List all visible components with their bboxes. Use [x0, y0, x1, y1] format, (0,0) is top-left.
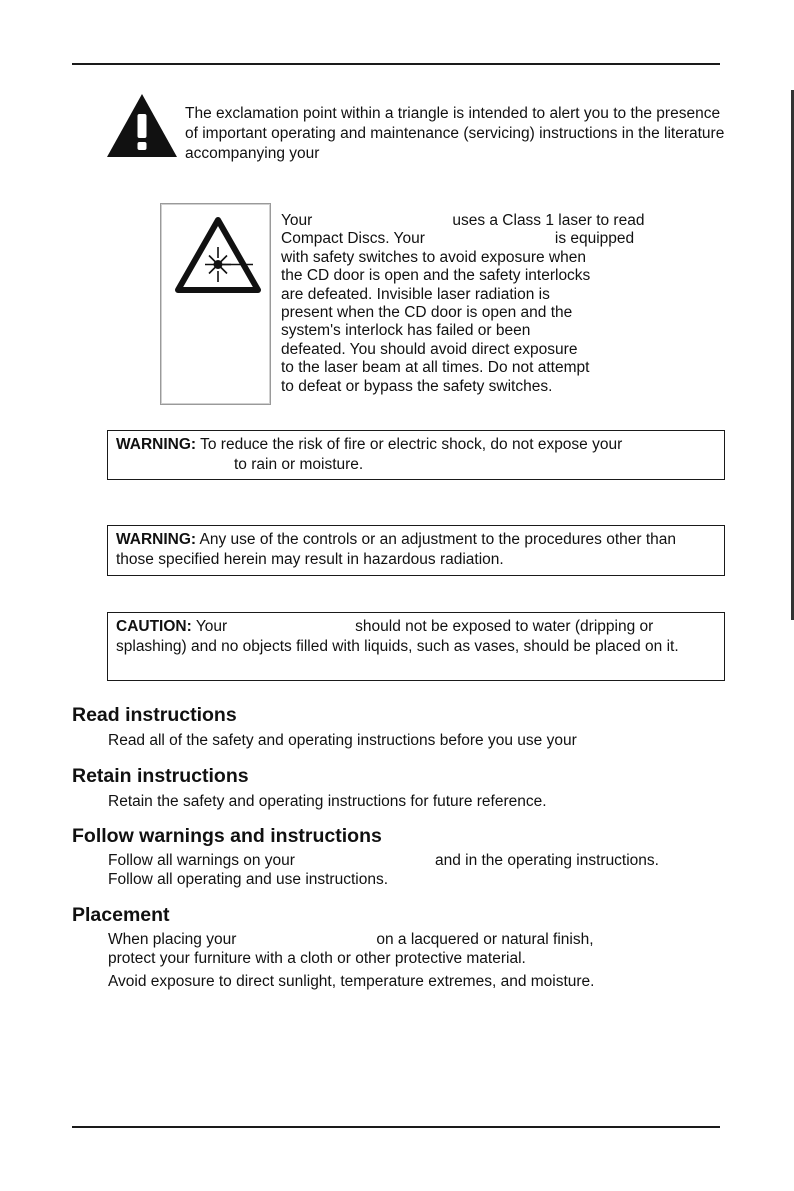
top-rule [72, 63, 720, 65]
heading-retain-instructions: Retain instructions [72, 765, 249, 787]
read-instructions-text: Read all of the safety and operating instructions before you use your [108, 732, 577, 749]
warning-label: WARNING: [116, 531, 197, 548]
caution-box: CAUTION: Your should not be exposed to water (dripping or splashing) and no objects filled with liquids, such as vases, should be placed on it. [107, 612, 725, 681]
warning-box-fire: WARNING: To reduce the risk of fire or electric shock, do not expose your to rain or moisture. [107, 430, 725, 480]
laser-symbol-box [160, 203, 271, 405]
bottom-rule [72, 1126, 720, 1128]
placement-text-1: When placing your on a lacquered or natural finish, protect your furniture with a cloth or other protective material. [108, 931, 594, 967]
warning-label: WARNING: [116, 436, 197, 453]
placement-text-2: Avoid exposure to direct sunlight, temperature extremes, and moisture. [108, 973, 595, 990]
follow-warnings-text: Follow all warnings on your and in the operating instructions. Follow all operating and use instructions. [108, 852, 659, 888]
exclamation-triangle-icon [106, 92, 178, 158]
laser-description: Your uses a Class 1 laser to read Compact Discs. Your is equipped with safety switches to avoid exposure when the CD door is open and the safety interlocks are defeated. Invisible laser radiation is present when the CD door is open and the system's interlock has failed or been defeated. You should avoid direct exposure to the laser beam at all times. Do not attempt to defeat or bypass the safety switches. [281, 212, 645, 395]
laser-your: Your [281, 212, 313, 229]
laser-radiation-icon [175, 216, 261, 294]
alert-description: The exclamation point within a triangle is intended to alert you to the presence of important operating and maintenance (servicing) instructions in the literature accompanying your [185, 105, 725, 162]
heading-read-instructions: Read instructions [72, 704, 237, 726]
heading-follow-warnings: Follow warnings and instructions [72, 825, 382, 847]
heading-placement: Placement [72, 904, 170, 926]
caution-label: CAUTION: [116, 618, 192, 635]
warning-box-radiation: WARNING: Any use of the controls or an adjustment to the procedures other than those specified herein may result in hazardous radiation. [107, 525, 725, 576]
retain-instructions-text: Retain the safety and operating instructions for future reference. [108, 793, 547, 810]
